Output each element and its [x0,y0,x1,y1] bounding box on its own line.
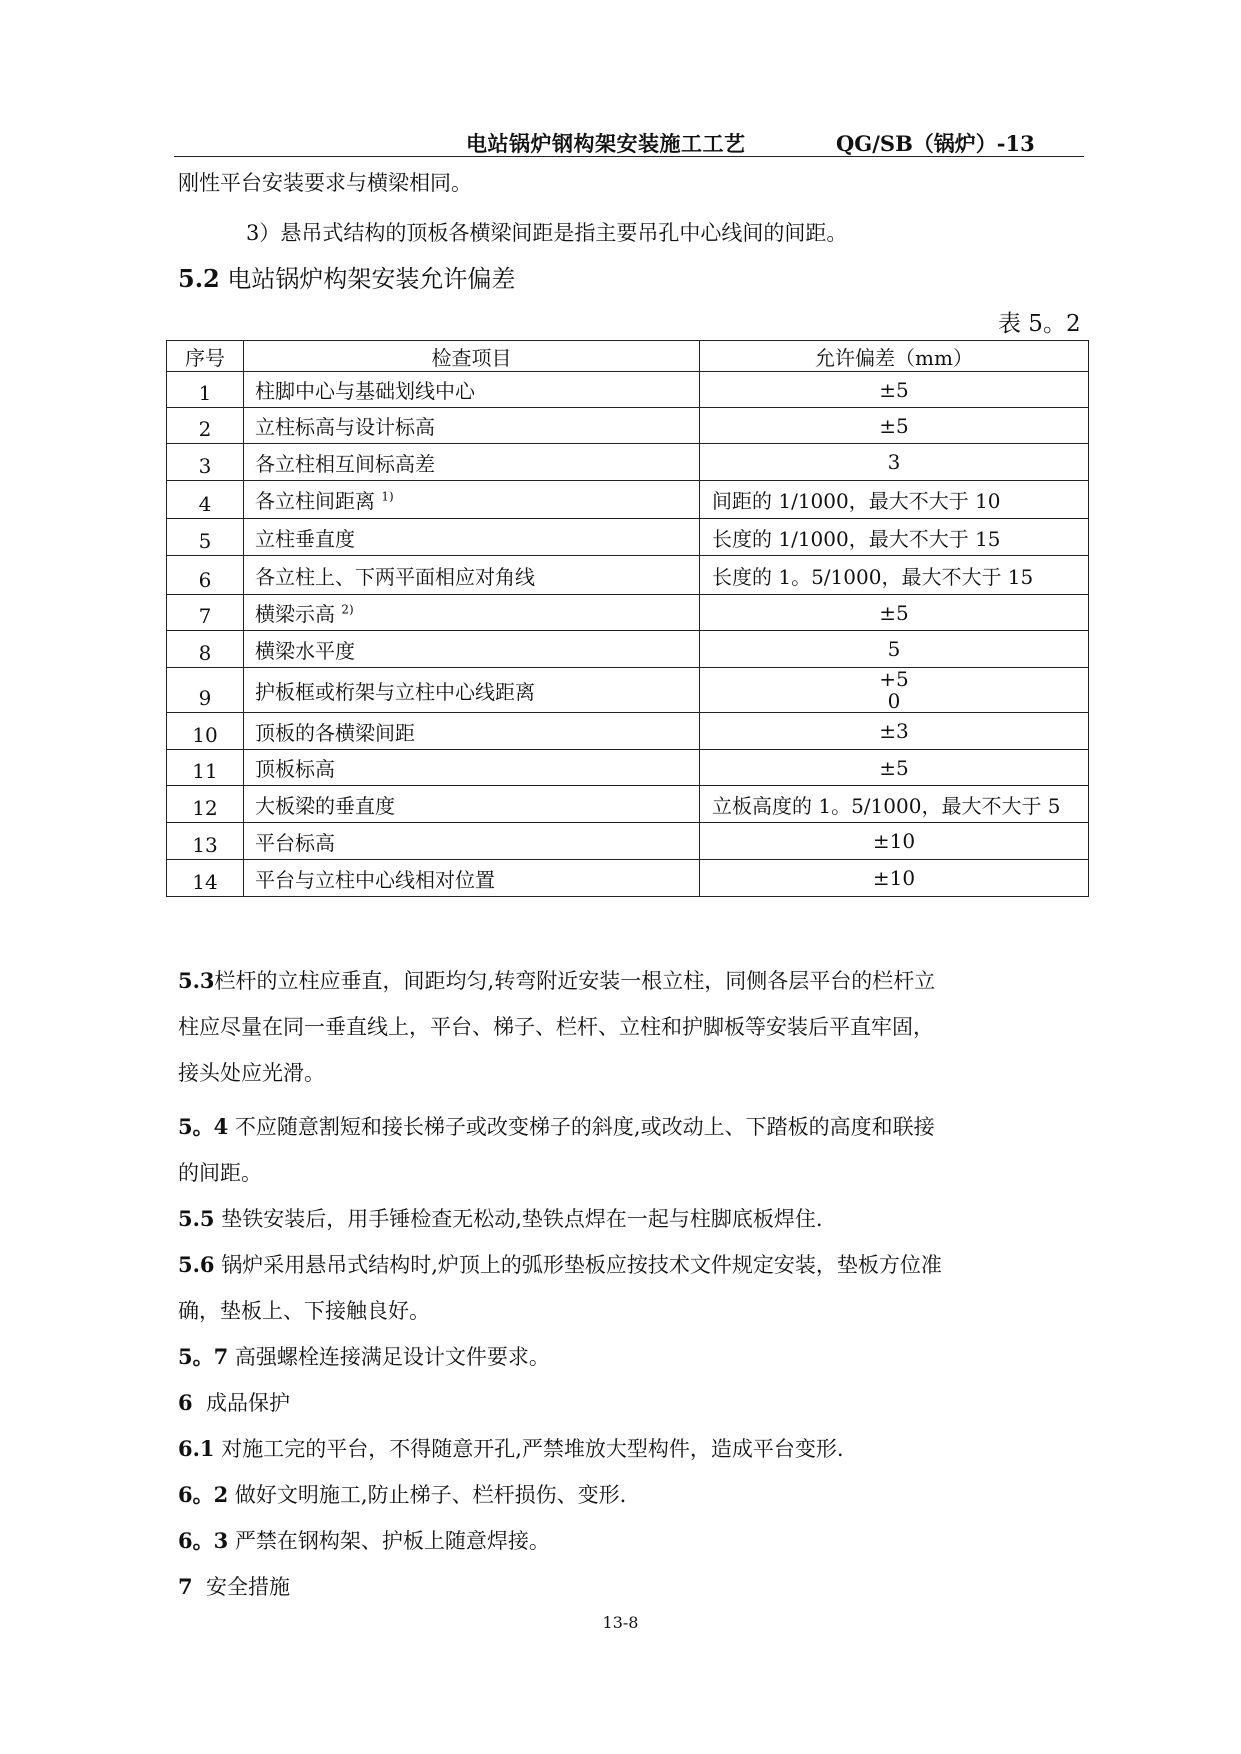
section-6-3 [178,1518,550,1564]
page-header [174,124,1084,157]
row-tolerance [700,519,1089,556]
row-item-text: 柱脚中心与基础划线中心 [255,379,475,403]
row-tolerance-value: +5 [879,667,909,691]
row-item-text: 平台与立柱中心线相对位置 [255,867,495,892]
section-text: 严禁在钢构架、护板上随意焊接。 [234,1529,550,1553]
section-5-4-line-2: 的间距。 [178,1161,262,1185]
row-item [244,860,700,897]
table-row [167,444,1089,481]
footnote-marker: 2) [341,602,354,617]
row-tolerance [700,823,1089,860]
row-tolerance [700,631,1089,668]
section-text: 成品保护 [205,1391,290,1415]
table-row [167,481,1089,519]
section-5-7 [178,1334,550,1380]
section-number: 6 [178,1390,193,1415]
row-number: 2 [167,408,244,444]
row-tolerance-value: 间距的 1/1000，最大不大于 10 [712,489,1001,513]
row-tolerance [700,444,1089,481]
row-number: 14 [167,860,244,897]
intro-line-1: 刚性平台安装要求与横梁相同。 [178,171,472,195]
row-tolerance-value: ±5 [879,600,909,625]
row-number: 1 [167,372,244,408]
row-number: 13 [167,823,244,860]
row-item [244,668,700,713]
section-6-1 [178,1426,844,1472]
section-text: 对施工完的平台，不得随意开孔,严禁堆放大型构件，造成平台变形. [221,1437,844,1461]
section-5-3-line-3: 接头处应光滑。 [178,1061,325,1085]
section-number: 5.6 [178,1252,215,1277]
row-item [244,823,700,860]
row-item-text: 各立柱上、下两平面相应对角线 [255,564,535,589]
row-item [244,481,700,519]
row-tolerance-value: ±5 [879,755,909,780]
section-7-heading [178,1564,290,1610]
section-number: 5。7 [178,1344,229,1369]
section-number: 6。2 [178,1482,229,1507]
row-item-text: 顶板标高 [255,757,335,781]
row-number: 5 [167,519,244,556]
section-number: 6.1 [178,1436,215,1461]
row-item [244,519,700,556]
intro-line-2: 3）悬吊式结构的顶板各横梁间距是指主要吊孔中心线间的间距。 [246,221,848,245]
row-item-text: 平台标高 [255,830,335,855]
row-item-text: 护板框或桁架与立柱中心线距离 [255,679,535,704]
row-item [244,372,700,408]
row-tolerance [700,750,1089,786]
row-number: 9 [167,668,244,713]
section-text: 垫铁安装后，用手锤检查无松动,垫铁点焊在一起与柱脚底板焊住. [221,1207,823,1231]
table-row [167,372,1089,408]
row-item-text: 横梁示高 [255,602,335,626]
table-label: 表 5。2 [998,311,1081,337]
row-number: 11 [167,750,244,786]
section-5-4-line-1 [178,1104,935,1150]
row-tolerance-value: 立板高度的 1。5/1000，最大不大于 5 [712,793,1061,818]
table-row [167,823,1089,860]
row-tolerance-value: ±3 [879,719,909,743]
row-tolerance [700,860,1089,897]
row-item [244,408,700,444]
row-item [244,713,700,750]
row-number: 10 [167,713,244,750]
row-tolerance [700,408,1089,444]
row-item-text: 顶板的各横梁间距 [255,720,415,745]
document-title: 电站锅炉钢构架安装施工工艺 [466,131,746,156]
row-tolerance [700,556,1089,595]
row-number: 4 [167,481,244,519]
table-row [167,595,1089,631]
header-tolerance: 允许偏差（mm） [700,341,1089,372]
row-tolerance-value: 长度的 1。5/1000，最大不大于 15 [712,564,1034,589]
section-5-6-line-1 [178,1242,942,1288]
row-item [244,444,700,481]
row-item-text: 各立柱间距离 [255,489,375,513]
row-tolerance-value: ±5 [879,377,909,402]
section-6-heading [178,1380,290,1426]
row-item [244,750,700,786]
table-row [167,631,1089,668]
row-tolerance-lower: 0 [887,689,901,713]
table-row [167,860,1089,897]
section-title: 电站锅炉构架安装允许偏差 [227,265,516,293]
section-number: 5.2 [178,264,220,293]
header-item: 检查项目 [244,341,700,372]
section-5-3-line-1 [178,958,935,1004]
row-tolerance-value: ±5 [879,413,909,438]
table-row [167,786,1089,823]
section-text: 栏杆的立柱应垂直，间距均匀,转弯附近安装一根立柱，同侧各层平台的栏杆立 [214,969,936,993]
row-tolerance-value: ±10 [872,866,916,890]
row-item [244,595,700,631]
section-number: 6。3 [178,1528,229,1553]
row-item-text: 立柱标高与设计标高 [255,415,435,439]
row-tolerance-value: 长度的 1/1000，最大不大于 15 [712,526,1001,551]
section-5-3-line-2: 柱应尽量在同一垂直线上，平台、梯子、栏杆、立柱和护脚板等安装后平直牢固， [178,1015,934,1039]
table-row [167,713,1089,750]
row-number: 7 [167,595,244,631]
row-tolerance [700,668,1089,713]
row-item-text: 大板梁的垂直度 [255,793,395,818]
table-row [167,519,1089,556]
row-item [244,786,700,823]
row-tolerance-value: 5 [887,637,901,661]
table-row [167,556,1089,595]
table-row [167,408,1089,444]
section-text: 做好文明施工,防止梯子、栏杆损伤、变形. [234,1483,627,1507]
row-tolerance-value: ±10 [872,829,916,853]
row-tolerance [700,481,1089,519]
section-5-5 [178,1196,823,1242]
row-item-text: 横梁水平度 [255,638,355,663]
table-row [167,750,1089,786]
table-row [167,668,1089,713]
table-header-row [167,341,1089,372]
footnote-marker: 1) [381,489,394,504]
section-number: 5。4 [178,1114,229,1139]
page-number: 13-8 [602,1613,639,1632]
row-number: 6 [167,556,244,595]
tolerance-table [166,340,1089,897]
row-number: 8 [167,631,244,668]
row-tolerance [700,786,1089,823]
document-code: QG/SB（锅炉）-13 [836,131,1035,156]
header-no: 序号 [167,341,244,372]
section-text: 安全措施 [205,1575,290,1599]
row-item-text: 立柱垂直度 [255,526,355,551]
row-tolerance [700,372,1089,408]
section-text: 高强螺栓连接满足设计文件要求。 [234,1345,550,1369]
section-number: 5.3 [178,968,215,993]
section-6-2 [178,1472,626,1518]
section-number: 7 [178,1574,193,1599]
section-5-6-line-2: 确，垫板上、下接触良好。 [178,1299,430,1323]
section-text: 不应随意割短和接长梯子或改变梯子的斜度,或改动上、下踏板的高度和联接 [234,1115,935,1139]
row-tolerance [700,713,1089,750]
row-tolerance [700,595,1089,631]
row-item [244,631,700,668]
row-tolerance-value: 3 [887,450,901,474]
row-item-text: 各立柱相互间标高差 [255,451,435,476]
row-item [244,556,700,595]
section-5-2-heading [178,256,515,302]
row-number: 12 [167,786,244,823]
section-number: 5.5 [178,1206,215,1231]
section-text: 锅炉采用悬吊式结构时,炉顶上的弧形垫板应按技术文件规定安装，垫板方位准 [221,1253,942,1277]
row-number: 3 [167,444,244,481]
